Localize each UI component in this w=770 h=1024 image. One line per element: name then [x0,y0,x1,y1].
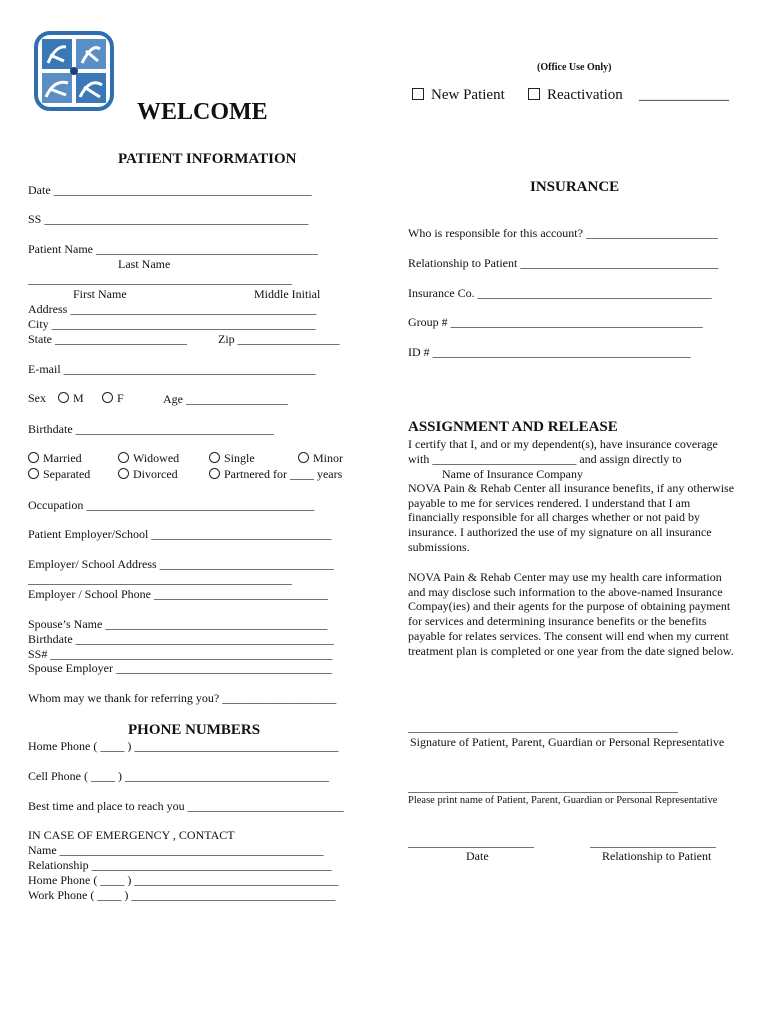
emergency-heading: IN CASE OF EMERGENCY , CONTACT [28,828,235,842]
spouse-birthdate-field[interactable]: Birthdate ___________________________________________ [28,632,334,646]
divorced-label: Divorced [133,467,178,481]
sex-label: Sex [28,391,46,405]
state-field[interactable]: State ______________________ [28,332,187,346]
release-paragraph: NOVA Pain & Rehab Center may use my health care information and may disclose such information to the above-named Insurance Compay(ies) and their agents for the purpose of obtaining payment for services and determining insurance benefits or the benefits payable for relates services. The consent will end when my current treatment plan is completed or one year from the date signed below. [408,570,734,658]
single-label: Single [224,451,255,465]
best-time-field[interactable]: Best time and place to reach you __________________________ [28,799,344,813]
sex-male-label: M [73,391,84,405]
married-option[interactable] [28,451,82,465]
employer-field[interactable]: Patient Employer/School ______________________________ [28,527,332,541]
patient-name-field[interactable]: Patient Name _____________________________________ [28,242,318,256]
school-phone-field[interactable]: Employer / School Phone _____________________________ [28,587,328,601]
insurance-company-line[interactable]: with ________________________ and assign directly to [408,452,682,466]
certify-line: I certify that I, and or my dependent(s), have insurance coverage [408,437,718,451]
widowed-option[interactable] [118,451,179,465]
reactivation-option[interactable] [528,86,623,104]
assignment-paragraph: NOVA Pain & Rehab Center all insurance benefits, if any otherwise payable to me for services rendered. I understand that I am financially responsible for all charges whether or not paid by insurance. I authorized the use of my signature on all insurance submissions. [408,481,735,554]
signer-relationship-caption: Relationship to Patient [602,849,712,863]
ss-field[interactable]: SS ____________________________________________ [28,212,309,226]
single-radio[interactable] [209,452,220,463]
married-label: Married [43,451,82,465]
new-patient-label: New Patient [431,87,505,103]
date-signed-line[interactable]: _____________________ [408,835,534,849]
signature-caption: Signature of Patient, Parent, Guardian or Personal Representative [410,735,725,749]
reactivation-blank[interactable]: ____________ [639,87,729,103]
widowed-radio[interactable] [118,452,129,463]
separated-option[interactable] [28,467,90,481]
emergency-name-field[interactable]: Name ____________________________________________ [28,843,324,857]
print-name-caption: Please print name of Patient, Parent, Guardian or Personal Representative [408,795,718,806]
insurance-company-field[interactable]: Insurance Co. _______________________________________ [408,286,712,300]
id-number-field[interactable]: ID # ___________________________________________ [408,345,691,359]
emergency-home-phone-field[interactable]: Home Phone ( ____ ) __________________________________ [28,873,339,887]
sex-male-radio[interactable] [58,392,69,403]
sex-female-option[interactable] [102,391,124,405]
cell-phone-field[interactable]: Cell Phone ( ____ ) __________________________________ [28,769,329,783]
sex-female-label: F [117,391,124,405]
office-use-label: (Office Use Only) [537,62,612,73]
sex-female-radio[interactable] [102,392,113,403]
minor-option[interactable] [298,451,343,465]
patient-info-heading: PATIENT INFORMATION [118,151,297,167]
responsible-field[interactable]: Who is responsible for this account? ______________________ [408,226,718,240]
last-name-caption: Last Name [118,257,171,271]
address-field[interactable]: Address _________________________________________ [28,302,317,316]
welcome-title: WELCOME [137,99,268,125]
insurance-heading: INSURANCE [530,179,620,195]
sex-male-option[interactable] [58,391,84,405]
married-radio[interactable] [28,452,39,463]
partnered-radio[interactable] [209,468,220,479]
signer-relationship-line[interactable]: _____________________ [590,835,716,849]
divorced-option[interactable] [118,467,178,481]
new-patient-option[interactable] [412,86,505,104]
name-line-field[interactable]: ____________________________________________ [28,272,292,286]
reactivation-checkbox[interactable] [528,88,540,100]
relationship-field[interactable]: Relationship to Patient _________________________________ [408,256,719,270]
divorced-radio[interactable] [118,468,129,479]
reactivation-label: Reactivation [547,87,623,103]
zip-field[interactable]: Zip _________________ [218,332,340,346]
date-signed-caption: Date [466,849,489,863]
partnered-option[interactable] [209,467,342,481]
age-field[interactable]: Age _________________ [163,392,288,406]
spouse-name-field[interactable]: Spouse’s Name _____________________________________ [28,617,328,631]
group-number-field[interactable]: Group # __________________________________________ [408,315,703,329]
assignment-heading: ASSIGNMENT AND RELEASE [408,419,618,435]
date-field[interactable]: Date ___________________________________________ [28,183,312,197]
separated-label: Separated [43,467,91,481]
widowed-label: Widowed [133,451,180,465]
minor-label: Minor [313,451,343,465]
new-patient-checkbox[interactable] [412,88,424,100]
separated-radio[interactable] [28,468,39,479]
signature-line[interactable]: _____________________________________________ [408,720,678,734]
first-name-caption: First Name [73,287,127,301]
clinic-logo [30,27,118,115]
partnered-label: Partnered for ____ years [224,467,343,481]
email-field[interactable]: E-mail __________________________________________ [28,362,316,376]
middle-initial-caption: Middle Initial [254,287,321,301]
minor-radio[interactable] [298,452,309,463]
emergency-work-phone-field[interactable]: Work Phone ( ____ ) __________________________________ [28,888,336,902]
single-option[interactable] [209,451,255,465]
home-phone-field[interactable]: Home Phone ( ____ ) __________________________________ [28,739,339,753]
phone-numbers-heading: PHONE NUMBERS [128,722,261,738]
employer-address-field[interactable]: Employer/ School Address _____________________________ [28,557,334,571]
occupation-field[interactable]: Occupation ______________________________________ [28,498,315,512]
spouse-employer-field[interactable]: Spouse Employer ____________________________________ [28,661,332,675]
emergency-relationship-field[interactable]: Relationship ________________________________________ [28,858,332,872]
city-field[interactable]: City ____________________________________________ [28,317,316,331]
birthdate-field[interactable]: Birthdate _________________________________ [28,422,274,436]
referral-field[interactable]: Whom may we thank for referring you? ___________________ [28,691,337,705]
employer-address-line[interactable]: ____________________________________________ [28,572,292,586]
insurance-company-caption: Name of Insurance Company [442,467,583,481]
spouse-ss-field[interactable]: SS# _______________________________________________ [28,647,333,661]
print-name-line[interactable]: _____________________________________________ [408,780,678,794]
